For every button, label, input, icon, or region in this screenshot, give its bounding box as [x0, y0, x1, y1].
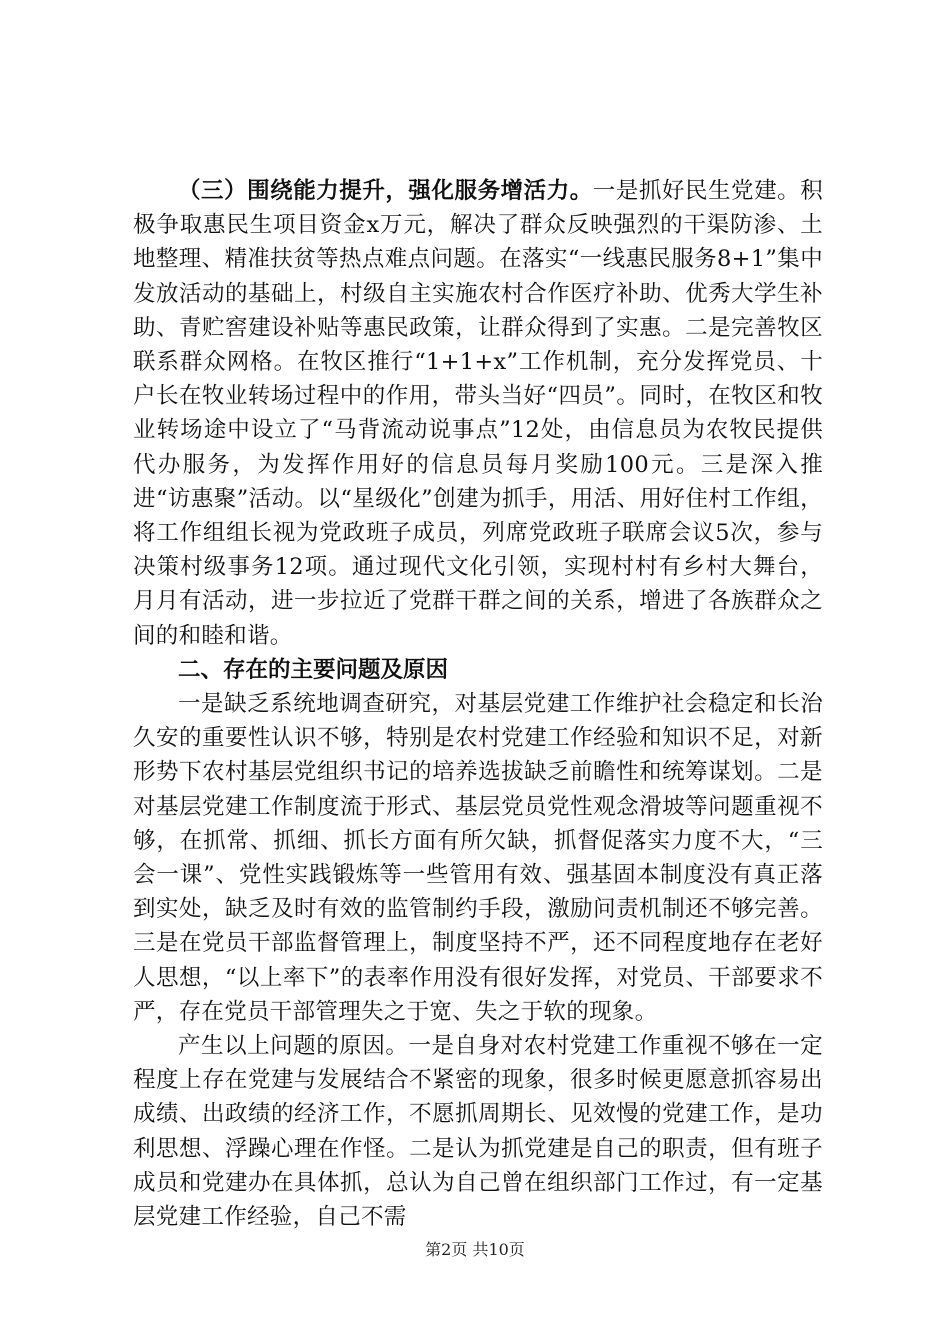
paragraph-causes: 产生以上问题的原因。一是自身对农村党建工作重视不够在一定程度上存在党建与发展结合不紧密的现象，很多时候更愿意抓容易出成绩、出政绩的经济工作，不愿抓周期长、见效慢的党建工作，是功利思想、浮躁心理在作怪。二是认为抓党建是自己的职责，但有班子成员和党建办在具体抓，总认为自己曾在组织部门工作过，有一定基层党建工作经验，自己不需 — [133, 1033, 823, 1231]
section-3-lead: （三）围绕能力提升，强化服务增活力。 — [178, 178, 593, 204]
document-body — [133, 174, 823, 1234]
paragraph-problems: 一是缺乏系统地调查研究，对基层党建工作维护社会稳定和长治久安的重要性认识不够，特别是农村党建工作经验和知识不足，对新形势下农村基层党组织书记的培养选拔缺乏前瞻性和统筹谋划。二是对基层党建工作制度流于形式、基层党员党性观念滑坡等问题重视不够，在抓常、抓细、抓长方面有所欠缺，抓督促落实力度不大，“三会一课”、党性实践锻炼等一些管用有效、强基固本制度没有真正落到实处，缺乏及时有效的监管制约手段，激励问责机制还不够完善。三是在党员干部监督管理上，制度坚持不严，还不同程度地存在老好人思想，“以上率下”的表率作用没有很好发挥，对党员、干部要求不严，存在党员干部管理失之于宽、失之于软的现象。 — [133, 691, 823, 1025]
section-3-text: 一是抓好民生党建。积极争取惠民生项目资金x万元，解决了群众反映强烈的干渠防渗、土地整理、精准扶贫等热点难点问题。在落实“一线惠民服务8+1”集中发放活动的基础上，村级自主实施农村合作医疗补助、优秀大学生补助、青贮窖建设补贴等惠民政策，让群众得到了实惠。二是完善牧区联系群众网格。在牧区推行“1+1+x”工作机制，充分发挥党员、十户长在牧业转场过程中的作用，带头当好“四员”。同时，在牧区和牧业转场途中设立了“马背流动说事点”12处，由信息员为农牧民提供代办服务，为发挥作用好的信息员每月奖励100元。三是深入推进“访惠聚”活动。以“星级化”创建为抓手，用活、用好住村工作组，将工作组组长视为党政班子成员，列席党政班子联席会议5次，参与决策村级事务12项。通过现代文化引领，实现村村有乡村大舞台，月月有活动，进一步拉近了党群干群之间的关系，增进了各族群众之间的和睦和谐。 — [133, 178, 823, 649]
heading-problems: 二、存在的主要问题及原因 — [178, 656, 449, 683]
paragraph-section-3 — [133, 174, 823, 653]
page-number-footer: 第2页 共10页 — [425, 1240, 525, 1259]
